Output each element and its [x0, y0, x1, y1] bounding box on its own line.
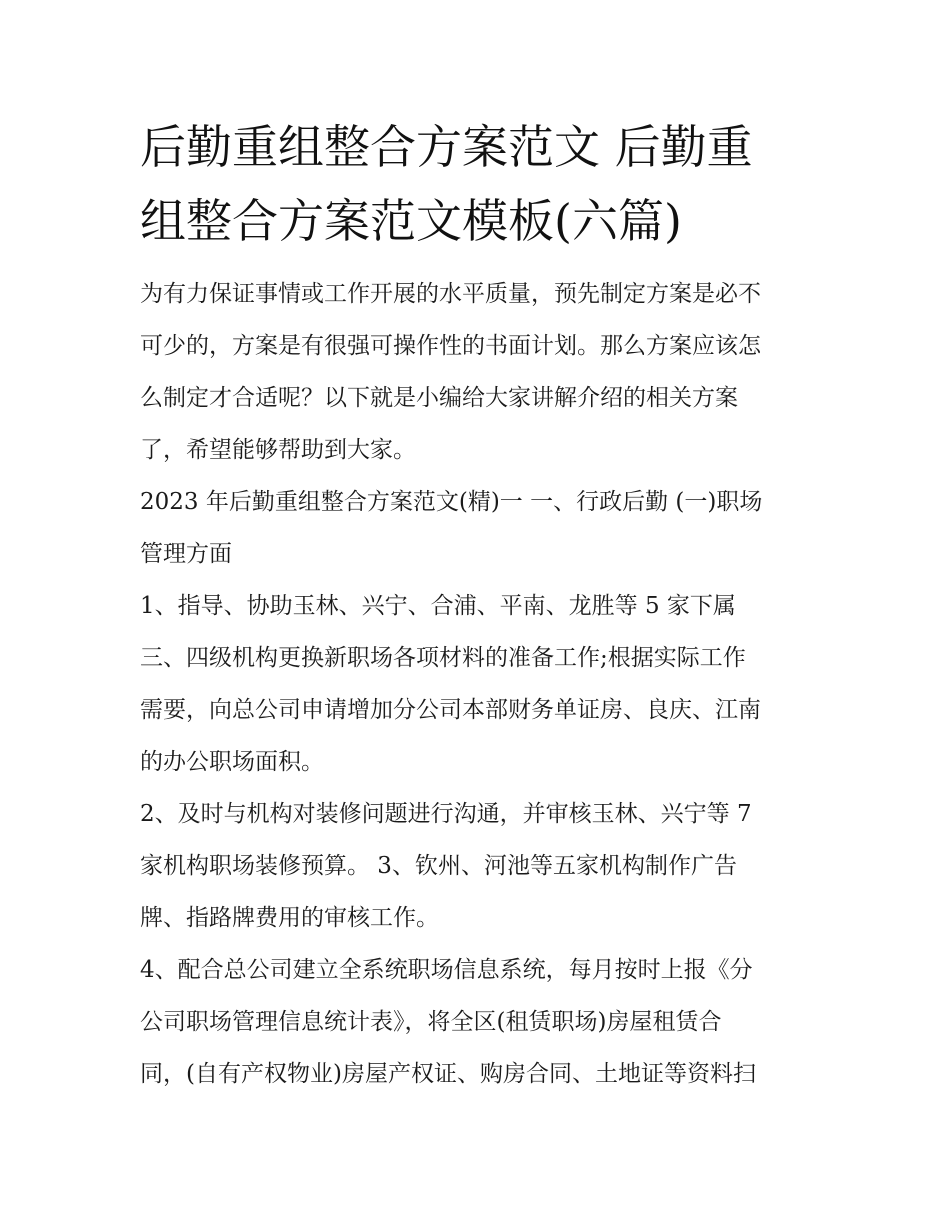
- item-4-paragraph: [140, 944, 816, 1100]
- paragraph-line: 么制定才合适呢？以下就是小编给大家讲解介绍的相关方案: [140, 385, 738, 411]
- paragraph-line: 三、四级机构更换新职场各项材料的准备工作;根据实际工作: [140, 645, 746, 671]
- paragraph-line: 4、配合总公司建立全系统职场信息系统，每月按时上报《分: [140, 957, 753, 983]
- paragraph-line: 可少的，方案是有很强可操作性的书面计划。那么方案应该怎: [140, 333, 761, 359]
- section-heading-paragraph: [140, 476, 816, 580]
- paragraph-line: 了，希望能够帮助到大家。: [140, 437, 416, 463]
- title-line-1: 后勤重组整合方案范文 后勤重: [140, 120, 753, 174]
- paragraph-line: 需要，向总公司申请增加分公司本部财务单证房、良庆、江南: [140, 697, 761, 723]
- document-page: [140, 110, 816, 1100]
- intro-paragraph: [140, 268, 816, 476]
- paragraph-line: 的办公职场面积。: [140, 749, 324, 775]
- paragraph-line: 牌、指路牌费用的审核工作。: [140, 905, 439, 931]
- paragraph-line: 2、及时与机构对装修问题进行沟通，并审核玉林、兴宁等 7: [140, 801, 752, 827]
- item-1-paragraph: [140, 580, 816, 788]
- paragraph-line: 2023 年后勤重组整合方案范文(精)一 一、行政后勤 (一)职场: [140, 489, 763, 515]
- paragraph-line: 1、指导、协助玉林、兴宁、合浦、平南、龙胜等 5 家下属: [140, 593, 736, 619]
- paragraph-line: 同，(自有产权物业)房屋产权证、购房合同、土地证等资料扫: [140, 1061, 756, 1087]
- paragraph-line: 家机构职场装修预算。 3、钦州、河池等五家机构制作广告: [140, 853, 737, 879]
- paragraph-line: 公司职场管理信息统计表》，将全区(租赁职场)房屋租赁合: [140, 1009, 722, 1035]
- item-2-3-paragraph: [140, 788, 816, 944]
- title-line-2: 组整合方案范文模板(六篇): [140, 194, 682, 248]
- document-title: [140, 110, 816, 258]
- paragraph-line: 为有力保证事情或工作开展的水平质量，预先制定方案是必不: [140, 281, 761, 307]
- paragraph-line: 管理方面: [140, 541, 232, 567]
